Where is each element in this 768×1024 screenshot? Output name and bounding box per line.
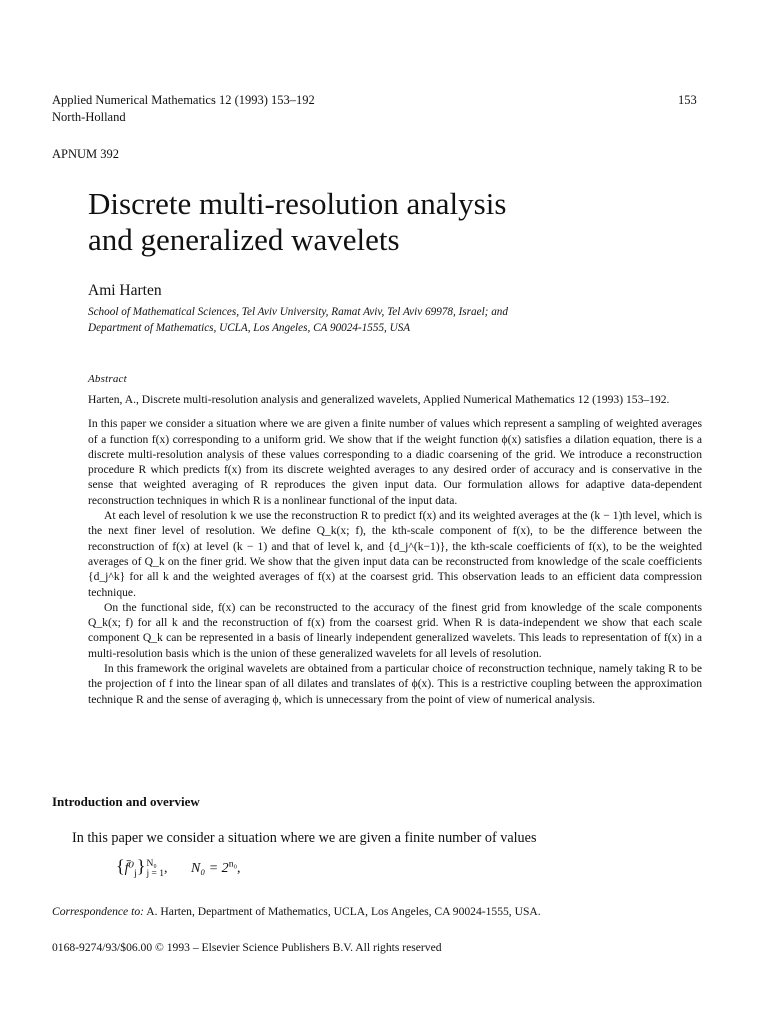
intro-first-line: In this paper we consider a situation where we are given a finite number of values [72,830,537,846]
abstract-body [88,392,702,707]
author-affiliation [88,304,728,336]
affiliation-line-2: Department of Mathematics, UCLA, Los Angeles, CA 90024-1555, USA [88,322,411,334]
formula-index: j [134,867,137,879]
correspondence-text: A. Harten, Department of Mathematics, UCLA, Los Angeles, CA 90024-1555, USA. [146,905,541,918]
formula-equation [191,858,241,876]
formula: $\{f̄^0_j\}$ N₀ j = 1 , $N_0 = 2^{n_0}$, [116,856,241,879]
formula-range [147,859,165,879]
formula-range-upper: N₀ [146,858,157,869]
affiliation-line-1: School of Mathematical Sciences, Tel Aviv University, Ramat Aviv, Tel Aviv 69978, Israel; and [88,306,508,318]
journal-line: Applied Numerical Mathematics 12 (1993) 153–192 [52,93,315,107]
journal-header [52,92,552,126]
formula-trailing-comma: , [237,861,241,876]
page-number: 153 [678,93,697,107]
paper-title [88,186,728,258]
formula-range-lower: j = 1 [146,868,165,879]
abstract-paragraph-4: In this framework the original wavelets are obtained from a particular choice of reconstruction technique, namely taking R to be the projection of f into the linear span of all dilates and translates of ϕ(x). This is a restrictive coupling between the approximation technique R and the sense of averaging ϕ, which is unnecessary from the point of view of numerical analysis. [88,662,702,706]
section-heading: Introduction and overview [52,794,200,809]
abstract-paragraph-3: On the functional side, f(x) can be reconstructed to the accuracy of the finest grid from knowledge of the scale components Q_k(x; f) for all k and the reconstruction of f(x) from the coarsest grid. When R is data-independent we show that each scale component Q_k can be represented in a basis of linearly independent generalized wavelets. This leads to representation of f(x) in a multi-resolution basis which is the union of these generalized wavelets for all levels of resolution. [88,600,702,660]
abstract-paragraph-1: In this paper we consider a situation where we are given a finite number of values which represent a sampling of weighted averages of a function f(x) corresponding to a uniform grid. We show that if the weight function ϕ(x) satisfies a dilation equation, there is a discrete multi-resolution analysis of these values corresponding to a diadic coarsening of the grid. We introduce a reconstruction procedure R which predicts f(x) from its discrete weighted averages to any desired order of accuracy and is conservative in the sense that weighted averaging of R reproduces the given input data. Our formulation allows for adaptive data-dependent reconstruction techniques in which R is a nonlinear functional of the input data. [88,417,702,507]
copyright-line: 0168-9274/93/$06.00 © 1993 – Elsevier Science Publishers B.V. All rights reserved [52,941,442,954]
correspondence-label: Correspondence to: [52,905,144,918]
formula-eq-lhs: N₀ = 2 [191,861,229,876]
abstract-citation: Harten, A., Discrete multi-resolution analysis and generalized wavelets, Applied Numerical Mathematics 12 (1993) 153–192. [88,393,670,406]
abstract-paragraph-2: At each level of resolution k we use the reconstruction R to predict f(x) and its weighted averages at the (k − 1)th level, which is the next finer level of resolution. We define Q_k(x; f), the kth-scale component of f(x), to be the difference between the reconstruction of f(x) at level (k − 1) and that of level k, and {d_j^(k−1)}, the kth-scale coefficients of f(x), to be the weighted averages of Q_k on the finer grid. We show that the given input data can be reconstructed from knowledge of the scale coefficients {d_j^k} for all k and the weighted averages of f(x) at the coarsest grid. This observation leads to an efficient data compression technique. [88,509,702,599]
article-code: APNUM 392 [52,147,120,161]
formula-eq-exponent: n₀ [228,858,238,870]
correspondence-note [52,905,732,918]
abstract-heading: Abstract [88,373,127,385]
formula-close-brace: } [136,856,146,876]
formula-open-brace: { [116,856,125,876]
publisher-line: North-Holland [52,110,126,124]
author-name: Ami Harten [88,282,162,299]
title-line-2: and generalized wavelets [88,222,400,257]
formula-symbol: f̄⁰ [124,861,135,876]
title-line-1: Discrete multi-resolution analysis [88,186,507,221]
